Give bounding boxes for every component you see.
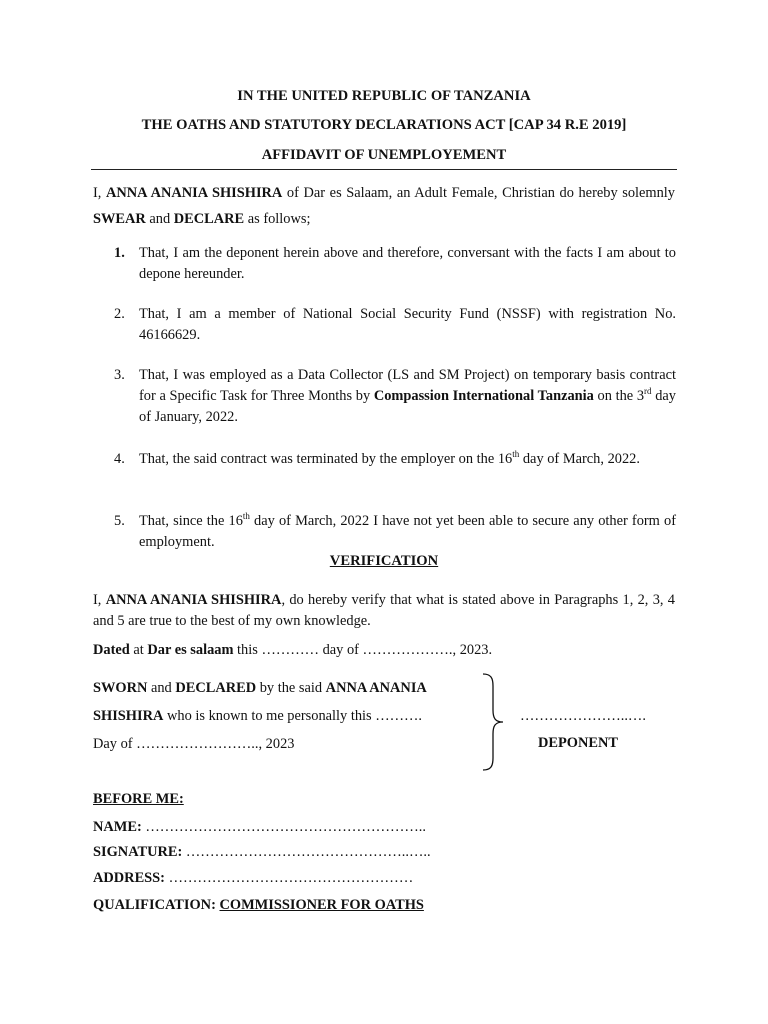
right-brace-icon: [481, 672, 505, 772]
verification-paragraph: I, ANNA ANANIA SHISHIRA, do hereby verify that what is stated above in Paragraphs 1, 2, 3, 4 and 5 are true to the best of my own knowledge.: [93, 592, 675, 629]
item-text: That, I was employed as a Data Collector (LS and SM Project) on temporary basis contract for a Specific Task for Three Months by Compassion International Tanzania on the 3rd day of January, 2022.: [139, 367, 676, 425]
verifier-name: ANNA ANANIA SHISHIRA: [105, 592, 282, 608]
name-line: NAME: …………………………………………………..: [93, 819, 426, 835]
qualification-line: QUALIFICATION: COMMISSIONER FOR OATHS: [93, 897, 424, 913]
item-number: 4.: [114, 451, 125, 467]
qualification-value: COMMISSIONER FOR OATHS: [219, 897, 424, 913]
item-text: That, I am a member of National Social Security Fund (NSSF) with registration No. 46166629.: [139, 306, 676, 343]
deponent-name: ANNA ANANIA SHISHIRA: [106, 185, 283, 201]
intro-text-2: of Dar es Salaam, an Adult Female, Christian do hereby solemnly: [282, 185, 675, 201]
document-title: AFFIDAVIT OF UNEMPLOYEMENT: [261, 147, 507, 163]
dated-line: Dated at Dar es salaam this ………… day of ………………., 2023.: [93, 642, 493, 658]
title-rule: [91, 169, 677, 170]
item-number: 5.: [114, 513, 125, 529]
declare-word: DECLARE: [173, 211, 245, 227]
sworn-line-1: SWORN and DECLARED by the said ANNA ANANIA: [93, 680, 427, 696]
place-name: Dar es salaam: [147, 642, 234, 658]
verification-heading: VERIFICATION: [329, 553, 439, 569]
deponent-label: DEPONENT: [538, 735, 618, 751]
address-line: ADDRESS: ……………………………………………: [93, 870, 414, 886]
sworn-line-3: Day of …………………….., 2023: [93, 736, 295, 752]
item-text: That, since the 16th day of March, 2022 I have not yet been able to secure any other form of employment.: [139, 511, 676, 550]
intro-and: and: [145, 211, 174, 227]
intro-text-1: I,: [93, 185, 106, 201]
employer-name: Compassion International Tanzania: [373, 388, 594, 404]
item-number: 2.: [114, 306, 125, 322]
header-line-1: IN THE UNITED REPUBLIC OF TANZANIA: [237, 88, 531, 104]
deponent-signature-line: …………………..….: [520, 708, 646, 724]
item-text: That, I am the deponent herein above and therefore, conversant with the facts I am about to depone hereunder.: [139, 245, 676, 282]
signature-line: SIGNATURE: ………………………………………..…..: [93, 844, 431, 860]
item-number: 1.: [114, 245, 125, 261]
intro-paragraph: [93, 180, 675, 232]
item-text: That, the said contract was terminated by the employer on the 16th day of March, 2022.: [139, 449, 640, 467]
swear-word: SWEAR: [93, 211, 146, 227]
sworn-line-2: SHISHIRA who is known to me personally this ……….: [93, 708, 423, 724]
intro-text-3: as follows;: [244, 211, 311, 227]
before-me-heading: BEFORE ME:: [93, 791, 184, 807]
header-line-2: THE OATHS AND STATUTORY DECLARATIONS ACT [CAP 34 R.E 2019]: [141, 117, 627, 133]
item-number: 3.: [114, 367, 125, 383]
